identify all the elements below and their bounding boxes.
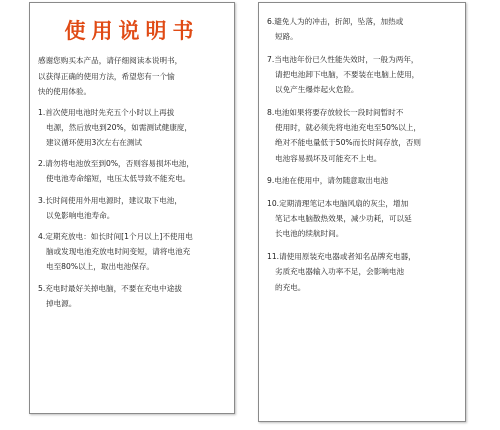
item-text-line: 请把电池卸下电脑，不要装在电脑上使用， — [275, 70, 420, 80]
item-text-line: 请使用原装充电器或者知名品牌充电器， — [279, 252, 416, 262]
intro-paragraph — [38, 53, 226, 100]
item-number: 10. — [267, 199, 280, 209]
instruction-item — [38, 193, 226, 223]
intro-line: 快的使用体验。 — [38, 87, 92, 96]
item-text-line: 长电池的续航时间。 — [275, 229, 344, 239]
manual-title: 使用说明书 — [64, 19, 200, 43]
instruction-item — [267, 52, 457, 98]
item-number: 11. — [267, 252, 280, 262]
instruction-item — [267, 173, 457, 188]
item-text-line: 避免人为的冲击，折卸，坠落，加热或 — [274, 17, 404, 26]
item-text-line: 掉电源。 — [46, 298, 77, 308]
item-text-line: 定期充放电：如长时间[1个月以上]不使用电 — [45, 231, 193, 241]
item-text-line: 电源，然后放电到20%，如需测试健康度， — [46, 122, 192, 132]
item-text-line: 当电池年份已久性能失效时，一般为两年， — [274, 54, 419, 64]
item-number: 6. — [267, 17, 275, 26]
item-text-line: 首次使用电池时先充五个小时以上再拔 — [45, 107, 175, 117]
instruction-item — [38, 156, 226, 186]
item-text-line: 劣质充电器输入功率不足，会影响电池 — [275, 267, 405, 277]
item-text-line: 使电池寿命缩短，电压太低导致不能充电。 — [46, 174, 191, 184]
intro-line: 感谢您购买本产品，请仔细阅读本说明书， — [38, 56, 183, 65]
item-text-line: 请勿将电池放至到0%，否则容易损坏电池， — [45, 159, 194, 169]
right-instruction-panel — [258, 2, 466, 422]
item-number: 7. — [267, 54, 275, 64]
item-text-line: 电池在使用中，请勿随意取出电池 — [274, 176, 389, 186]
left-instruction-list — [38, 105, 226, 311]
item-text-line: 长时间使用外用电源时，建议取下电池， — [45, 195, 182, 205]
instruction-item — [267, 249, 457, 295]
intro-line: 以获得正确的使用方法，希望您有一个愉 — [38, 71, 175, 81]
item-text-line: 使用时，就必须先将电池充电至50%以上， — [275, 123, 421, 133]
instruction-item — [38, 281, 226, 311]
item-text-line: 电池容易损坏及可能充不上电。 — [275, 153, 382, 163]
item-number: 2. — [38, 159, 46, 169]
item-number: 1. — [38, 107, 46, 117]
instruction-item — [267, 196, 457, 242]
item-number: 9. — [267, 176, 275, 186]
item-number: 5. — [38, 283, 46, 293]
item-text-line: 的充电。 — [275, 282, 306, 292]
item-text-line: 电至80%以上，取出电池保存。 — [46, 262, 155, 272]
item-text-line: 建议循环使用3次左右在测试 — [46, 137, 142, 147]
item-text-line: 短路。 — [275, 32, 298, 42]
item-text-line: 笔记本电脑散热效果，减少功耗，可以延 — [275, 214, 412, 224]
item-number: 3. — [38, 195, 46, 205]
instruction-item — [267, 14, 457, 44]
item-text-line: 电池如果将要存放较长一段时间暂时不 — [274, 108, 404, 118]
item-number: 4. — [38, 231, 46, 241]
item-text-line: 绝对不能电量低于50%而长时间存放，否则 — [275, 138, 421, 148]
right-instruction-list — [267, 14, 457, 295]
item-text-line: 充电时最好关掉电脑，不要在充电中途拔 — [45, 283, 182, 293]
item-text-line: 脑或发现电池充放电时间变短，请将电池充 — [46, 247, 191, 257]
item-text-line: 以免影响电池寿命。 — [46, 210, 115, 220]
item-number: 8. — [267, 108, 275, 118]
instruction-item — [38, 229, 226, 275]
item-text-line: 以免产生爆炸起火危险。 — [275, 85, 359, 95]
instruction-item — [38, 105, 226, 151]
left-instruction-panel — [29, 2, 235, 414]
instruction-item — [267, 105, 457, 166]
item-text-line: 定期清理笔记本电脑风扇的灰尘，增加 — [279, 199, 409, 209]
